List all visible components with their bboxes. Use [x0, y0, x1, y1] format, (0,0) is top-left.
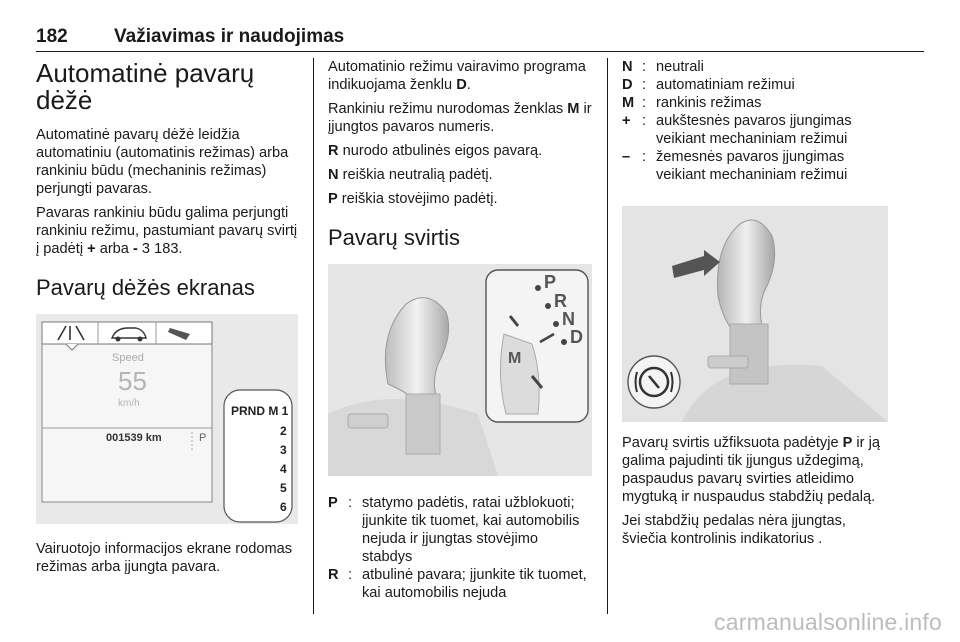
gear-number: 3	[280, 443, 287, 457]
definition-item: N : neutrali	[622, 59, 704, 75]
display-illustration	[36, 314, 298, 524]
definition-item: R : atbulinė pavara; įjunkite tik tuomet, kai automobilis nejuda	[328, 567, 587, 601]
paragraph: Automatinio režimu vairavimo programa indikuojama ženklu D.	[328, 59, 586, 93]
paragraph: Jei stabdžių pedalas nėra įjungtas, šviečia kontrolinis indikatorius .	[622, 513, 846, 547]
speed-unit: km/h	[118, 398, 140, 409]
page-number: 182	[36, 26, 68, 47]
subsection-heading: Pavarų dėžės ekranas	[36, 275, 255, 300]
speed-value: 55	[118, 366, 147, 396]
gear-label-r: R	[554, 291, 567, 311]
column-3	[622, 58, 888, 554]
paragraph: Automatinė pavarų dėžė leidžia automatiniu (automatinis režimas) arba rankiniu būdu (mechaninis režimas) perjungti pavaras.	[36, 127, 289, 197]
page-header	[36, 26, 924, 52]
gear-number: 4	[280, 462, 287, 476]
subsection-heading: Pavarų svirtis	[328, 225, 461, 250]
gear-label-p: P	[544, 272, 557, 292]
paragraph: Pavarų svirtis užfiksuota padėtyje P ir ją galima pajudinti tik įjungus uždegimą, paspaudus pavarų svirties atleidimo mygtuką ir nuspaudus stabdžių pedalą.	[622, 435, 880, 505]
figure-caption: Vairuotojo informacijos ekrane rodomas režimas arba įjungta pavara.	[36, 541, 293, 575]
column-divider	[607, 58, 608, 614]
gear-number: 5	[280, 481, 287, 495]
section-heading: Automatinė pavarų dėžė	[36, 58, 255, 115]
running-title: Važiavimas ir naudojimas	[114, 26, 345, 47]
watermark: carmanualsonline.info	[714, 609, 942, 635]
paragraph: Rankiniu režimu nurodomas ženklas M ir įjungtos pavaros numeris.	[328, 101, 592, 135]
gear-indicator-header: PRND M 1	[231, 404, 289, 418]
column-1	[36, 58, 298, 582]
paragraph: P reiškia stovėjimo padėtį.	[328, 191, 498, 207]
paragraph: Pavaras rankiniu būdu galima perjungti rankiniu režimu, pastumiant pavarų svirtį į padėtį + arba - 3 183.	[36, 205, 298, 257]
paragraph: R nurodo atbulinės eigos pavarą.	[328, 143, 543, 159]
gear-lever-illustration	[328, 264, 592, 476]
odometer: 001539 km	[106, 432, 162, 444]
lever-release-illustration	[622, 206, 888, 422]
paragraph: N reiškia neutralią padėtį.	[328, 167, 493, 183]
gear-indicator-small: P	[199, 432, 207, 444]
gear-number: 2	[280, 424, 287, 438]
gear-number: 6	[280, 500, 287, 514]
definition-item: M : rankinis režimas	[622, 95, 762, 111]
column-2	[328, 58, 592, 602]
gear-list	[280, 422, 292, 517]
page-reference[interactable]: 3 183.	[137, 241, 183, 257]
column-divider	[313, 58, 314, 614]
definition-item: P : statymo padėtis, ratai užblokuoti; įjunkite tik tuomet, kai automobilis nejuda ir įjungtas stovėjimo stabdys	[328, 495, 580, 565]
speed-label: Speed	[112, 352, 144, 364]
gear-label-d: D	[570, 327, 583, 347]
gear-label-m: M	[508, 350, 522, 367]
definition-item: + : aukštesnės pavaros įjungimas veikiant mechaniniam režimui	[622, 113, 852, 147]
definition-item: – : žemesnės pavaros įjungimas veikiant mechaniniam režimui	[622, 149, 848, 183]
definition-item: D : automatiniam režimui	[622, 77, 795, 93]
gear-label-n: N	[562, 309, 575, 329]
